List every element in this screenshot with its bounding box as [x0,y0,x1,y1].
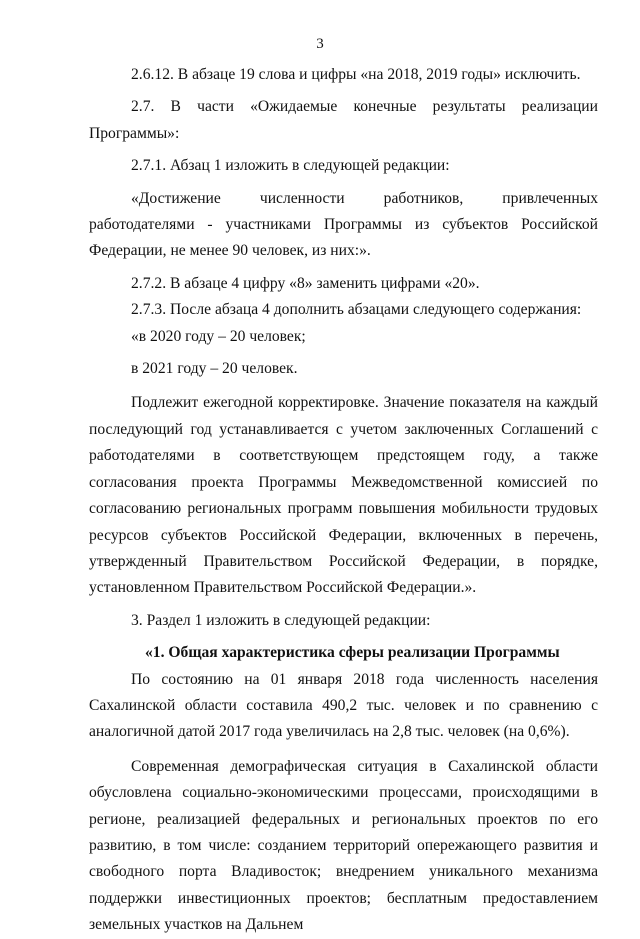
paragraph-quote-achievement: «Достижение численности работников, привлеченных работодателями - участниками Программы из субъектов Российской Федерации, не менее 90 человек, из них:». [89,189,598,260]
paragraph-2-6-12: 2.6.12. В абзаце 19 слова и цифры «на 2018, 2019 годы» исключить. [131,66,581,83]
paragraph-year-2021: в 2021 году – 20 человек. [131,360,298,378]
paragraph-2-7-3: 2.7.3. После абзаца 4 дополнить абзацами следующего содержания: [131,301,582,319]
document-body [89,62,598,939]
paragraph-demography: Современная демографическая ситуация в Сахалинской области обусловлена социально-экономическими процессами, происходящими в регионе, реализацией федеральных и региональных проектов по его развитию, в том числе: созданием территорий опережающего развития и свободного порта Владивосток; внедрением уникального механизма поддержки инвестиционных проектов; бесплатным предоставлением земельных участков на Дальнем [89,757,598,934]
paragraph-2-7: 2.7. В части «Ожидаемые конечные результаты реализации Программы»: [89,98,598,142]
page-number: 3 [316,36,324,52]
paragraph-2-7-1: 2.7.1. Абзац 1 изложить в следующей редакции: [131,157,450,175]
section-heading: «1. Общая характеристика сферы реализации Программы [145,644,560,662]
paragraph-population: По состоянию на 01 января 2018 года численность населения Сахалинской области составила 490,2 тыс. человек и по сравнению с аналогичной датой 2017 года увеличилась на 2,8 тыс. человек (на 0,6%). [89,670,598,741]
paragraph-section-3: 3. Раздел 1 изложить в следующей редакции: [131,611,431,629]
paragraph-2-7-2: 2.7.2. В абзаце 4 цифру «8» заменить цифрами «20». [131,274,480,292]
paragraph-year-2020: «в 2020 году – 20 человек; [131,327,306,345]
paragraph-adjustment: Подлежит ежегодной корректировке. Значение показателя на каждый последующий год устанавливается с учетом заключенных Соглашений с работодателями в соответствующем предстоящем году, а также согласования проекта Программы Межведомственной комиссией по согласованию региональных программ повышения мобильности трудовых ресурсов субъектов Российской Федерации, включенных в перечень, утвержденный Правительством Российской Федерации, в порядке, установленном Правительством Российской Федерации.». [89,394,598,597]
